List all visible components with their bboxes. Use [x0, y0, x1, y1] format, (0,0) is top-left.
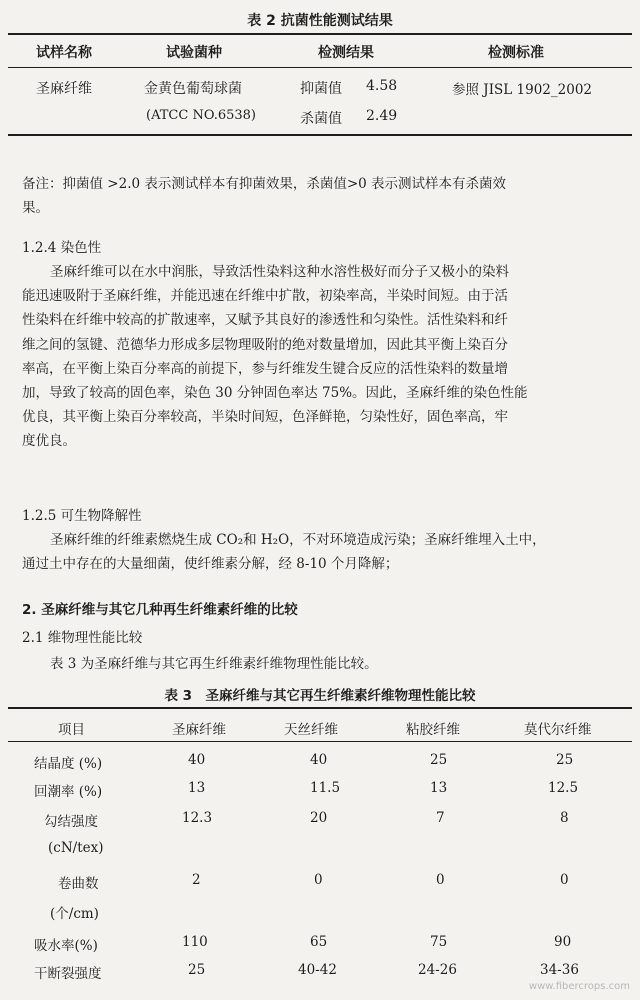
table2-header-strain: 试验菌种: [166, 45, 222, 61]
table3-cell: 12.5: [548, 780, 579, 796]
table3-cell: 7: [436, 810, 445, 826]
table3-row-label: 吸水率(%): [34, 938, 98, 954]
paragraph-line: 维之间的氢键、范德华力形成多层物理吸附的绝对数量增加，因此其平衡上染百分: [22, 336, 508, 353]
table3-cell: 8: [560, 810, 569, 826]
table3-row-label: 结晶度 (%): [34, 756, 103, 772]
table3-row-label: 勾结强度: [44, 814, 98, 830]
dyeing-paragraph: [22, 260, 628, 454]
table2-kill-label: 杀菌值: [300, 111, 342, 127]
table3-cell: 24-26: [418, 962, 457, 978]
table3-caption: 表 3 圣麻纤维与其它再生纤维素纤维物理性能比较: [164, 688, 476, 704]
table3-cell: 110: [182, 934, 208, 950]
table3-cell: 0: [314, 872, 323, 888]
table3-header-modal: 莫代尔纤维: [524, 722, 592, 738]
table3-cell: 40: [310, 752, 328, 768]
biodegrade-paragraph: [22, 528, 628, 576]
table3-cell: 20: [310, 810, 328, 826]
table2-bottom-rule: [8, 134, 632, 136]
table3-header-item: 项目: [58, 722, 85, 738]
table3-cell: 13: [430, 780, 448, 796]
table3-header-viscose: 粘胶纤维: [406, 722, 460, 738]
table3-cell: 2: [192, 872, 201, 888]
table2-inhibit-label: 抑菌值: [300, 81, 342, 97]
paragraph-line: 率高，在平衡上染百分率高的前提下，参与纤维发生键合反应的活性染料的数量增: [22, 360, 508, 377]
table3-cell: 75: [430, 934, 448, 950]
table3-cell: 90: [554, 934, 572, 950]
table3-row-unit: (个/cm): [50, 906, 99, 922]
table3-cell: 65: [310, 934, 328, 950]
paragraph-line: 通过土中存在的大量细菌，使纤维素分解，经 8-10 个月降解；: [22, 556, 399, 573]
section-heading-21: 2.1 维物理性能比较: [22, 630, 143, 646]
note-paragraph: [22, 172, 628, 220]
paragraph-line: 加，导致了较高的固色率，染色 30 分钟固色率达 75%。因此，圣麻纤维的染色性能: [22, 385, 528, 402]
table3-cell: 0: [436, 872, 445, 888]
table3-row-label: 回潮率 (%): [34, 784, 103, 800]
table3-header-shengma: 圣麻纤维: [172, 722, 226, 738]
table2-inhibit-value: 4.58: [366, 78, 398, 94]
table3-row-label: 干断裂强度: [34, 966, 102, 982]
table3-cell: 11.5: [310, 780, 341, 796]
table3-cell: 40: [188, 752, 206, 768]
table3-cell: 40-42: [298, 962, 337, 978]
table3-cell: 25: [188, 962, 206, 978]
table3-cell: 34-36: [540, 962, 579, 978]
table2-strain-code: (ATCC NO.6538): [146, 108, 257, 123]
paragraph-line: 度优良。: [22, 433, 76, 450]
table2-caption: 表 2 抗菌性能测试结果: [247, 13, 393, 29]
table2-header-standard: 检测标准: [488, 45, 544, 61]
table2-header-result: 检测结果: [318, 45, 374, 61]
table3-header-rule: [8, 741, 632, 742]
table2-standard: 参照 JISL 1902_2002: [452, 82, 593, 98]
table3-row-label: 卷曲数: [58, 876, 99, 892]
table3-cell: 0: [560, 872, 569, 888]
table3-cell: 25: [556, 752, 574, 768]
table3-intro: 表 3 为圣麻纤维与其它再生纤维素纤维物理性能比较。: [50, 656, 378, 672]
table2-sample-name: 圣麻纤维: [36, 81, 92, 97]
table3-cell: 25: [430, 752, 448, 768]
table2-header-sample: 试样名称: [36, 45, 92, 61]
table3-cell: 13: [188, 780, 206, 796]
paragraph-line: 优良，其平衡上染百分率较高，半染时间短，色泽鲜艳，匀染性好，固色率高，牢: [22, 409, 508, 426]
table2-kill-value: 2.49: [366, 108, 398, 124]
table2-header-rule: [8, 67, 632, 68]
table3-header-tencel: 天丝纤维: [284, 722, 338, 738]
table3-row-unit: (cN/tex): [48, 840, 104, 856]
section-heading-125: 1.2.5 可生物降解性: [22, 508, 142, 524]
section-heading-124: 1.2.4 染色性: [22, 240, 102, 256]
table2-strain-name: 金黄色葡萄球菌: [144, 81, 242, 97]
table2-top-rule: [8, 33, 632, 35]
site-watermark: www.fibercrops.com: [528, 981, 630, 992]
section-heading-2: 2. 圣麻纤维与其它几种再生纤维素纤维的比较: [22, 602, 298, 618]
paragraph-line: 圣麻纤维可以在水中润胀，导致活性染料这种水溶性极好而分子又极小的染料: [50, 264, 509, 280]
table3-top-rule: [8, 707, 632, 709]
paragraph-line: 能迅速吸附于圣麻纤维，并能迅速在纤维中扩散，初染率高，半染时间短。由于活: [22, 288, 508, 305]
note-line: 果。: [22, 200, 49, 217]
paragraph-line: 圣麻纤维的纤维素燃烧生成 CO₂和 H₂O，不对环境造成污染；圣麻纤维埋入土中，: [50, 532, 546, 548]
table3-cell: 12.3: [182, 810, 213, 826]
paragraph-line: 性染料在纤维中较高的扩散速率，又赋予其良好的渗透性和匀染性。活性染料和纤: [22, 312, 508, 329]
note-line: 备注：抑菌值 >2.0 表示测试样本有抑菌效果，杀菌值>0 表示测试样本有杀菌效: [22, 176, 507, 192]
